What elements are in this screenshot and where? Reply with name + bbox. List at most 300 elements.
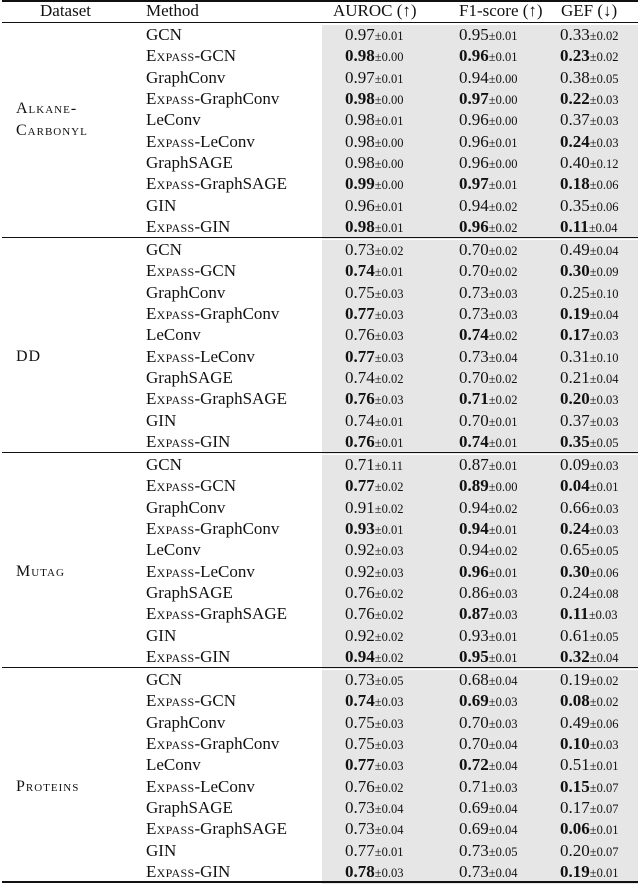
auroc-std: ±0.01	[374, 844, 404, 859]
method-name: GIN	[146, 625, 177, 645]
method-cell	[146, 603, 287, 624]
f1-std: ±0.04	[488, 866, 518, 881]
auroc-cell	[345, 840, 404, 863]
header-method: Method	[146, 1, 199, 20]
method-cell	[146, 861, 230, 882]
f1-std: ±0.02	[488, 544, 518, 559]
auroc-mean: 0.98	[345, 89, 375, 109]
f1-mean: 0.97	[459, 174, 489, 194]
method-prefix: Expass	[146, 131, 195, 151]
method-cell	[146, 539, 201, 560]
gef-mean: 0.65	[560, 540, 590, 560]
auroc-mean: 0.77	[345, 346, 375, 366]
f1-cell	[459, 669, 518, 692]
gef-mean: 0.38	[560, 67, 590, 87]
auroc-mean: 0.77	[345, 755, 375, 775]
auroc-cell	[345, 625, 404, 648]
gef-cell	[560, 388, 619, 411]
auroc-cell	[345, 539, 404, 562]
auroc-std: ±0.03	[374, 350, 404, 365]
gef-std: ±0.10	[589, 350, 619, 365]
auroc-mean: 0.91	[345, 497, 375, 517]
table-row	[0, 152, 640, 173]
method-prefix: Expass	[146, 389, 195, 409]
table-row	[0, 733, 640, 754]
gef-mean: 0.19	[560, 670, 590, 689]
gef-cell	[560, 109, 619, 132]
auroc-mean: 0.92	[345, 625, 375, 645]
auroc-std: ±0.05	[374, 674, 404, 688]
table-row	[0, 475, 640, 496]
f1-cell	[459, 776, 518, 799]
gef-cell	[560, 260, 619, 283]
f1-cell	[459, 131, 518, 154]
auroc-std: ±0.02	[374, 629, 404, 644]
gef-cell	[560, 475, 619, 498]
method-cell	[146, 88, 279, 109]
auroc-cell	[345, 712, 404, 735]
gef-mean: 0.61	[560, 625, 590, 645]
f1-mean: 0.70	[459, 734, 489, 754]
gef-std: ±0.03	[589, 738, 619, 753]
auroc-mean: 0.76	[345, 432, 375, 452]
f1-mean: 0.94	[459, 195, 489, 215]
method-cell	[146, 303, 279, 324]
f1-mean: 0.96	[459, 110, 489, 130]
gef-cell	[560, 754, 619, 777]
f1-std: ±0.01	[488, 178, 518, 193]
auroc-cell	[345, 260, 404, 283]
method-name: -LeConv	[194, 561, 255, 581]
f1-mean: 0.72	[459, 755, 489, 775]
auroc-mean: 0.98	[345, 131, 375, 151]
gef-cell	[560, 539, 619, 562]
auroc-cell	[345, 324, 404, 347]
f1-cell	[459, 754, 518, 777]
gef-cell	[560, 45, 619, 68]
auroc-std: ±0.01	[374, 221, 404, 236]
auroc-std: ±0.02	[374, 244, 404, 258]
f1-mean: 0.87	[459, 455, 489, 474]
f1-mean: 0.69	[459, 798, 489, 818]
auroc-mean: 0.76	[345, 583, 375, 603]
f1-cell	[459, 324, 518, 347]
auroc-std: ±0.00	[374, 93, 404, 108]
table-row	[0, 346, 640, 367]
auroc-mean: 0.74	[345, 368, 375, 388]
gef-mean: 0.51	[560, 755, 590, 775]
auroc-mean: 0.97	[345, 67, 375, 87]
method-name: GraphConv	[146, 497, 226, 517]
method-prefix: Expass	[146, 261, 195, 281]
method-prefix: Expass	[146, 519, 195, 539]
method-prefix: Expass	[146, 217, 195, 237]
f1-mean: 0.96	[459, 131, 489, 151]
auroc-cell	[345, 818, 404, 841]
f1-cell	[459, 388, 518, 411]
f1-mean: 0.74	[459, 432, 489, 452]
auroc-mean: 0.75	[345, 282, 375, 302]
f1-std: ±0.01	[488, 436, 518, 451]
auroc-cell	[345, 109, 404, 132]
gef-mean: 0.33	[560, 25, 590, 44]
gef-std: ±0.06	[589, 199, 619, 214]
method-name: LeConv	[146, 325, 201, 345]
f1-cell	[459, 173, 518, 196]
auroc-mean: 0.92	[345, 561, 375, 581]
gef-std: ±0.03	[589, 93, 619, 108]
gef-mean: 0.11	[560, 604, 589, 624]
method-cell	[146, 282, 225, 303]
gef-mean: 0.30	[560, 561, 590, 581]
gef-mean: 0.19	[560, 862, 590, 882]
f1-std: ±0.00	[488, 157, 518, 172]
gef-std: ±0.04	[589, 372, 619, 387]
auroc-cell	[345, 282, 404, 305]
gef-cell	[560, 367, 619, 390]
f1-std: ±0.02	[488, 372, 518, 387]
auroc-std: ±0.02	[374, 651, 404, 666]
method-prefix: Expass	[146, 346, 195, 366]
method-cell	[146, 669, 182, 690]
f1-mean: 0.93	[459, 625, 489, 645]
gef-std: ±0.04	[589, 308, 619, 323]
f1-std: ±0.03	[488, 308, 518, 323]
gef-std: ±0.02	[589, 29, 619, 43]
gef-mean: 0.32	[560, 647, 590, 667]
gef-std: ±0.01	[589, 480, 619, 495]
auroc-mean: 0.94	[345, 647, 375, 667]
method-cell	[146, 582, 233, 603]
method-prefix: Expass	[146, 304, 195, 324]
method-name: -GraphConv	[194, 89, 280, 109]
auroc-std: ±0.03	[374, 565, 404, 580]
auroc-cell	[345, 733, 404, 756]
gef-mean: 0.31	[560, 346, 590, 366]
auroc-std: ±0.03	[374, 308, 404, 323]
f1-std: ±0.02	[488, 393, 518, 408]
method-cell	[146, 152, 233, 173]
auroc-cell	[345, 797, 404, 820]
table-row	[0, 561, 640, 582]
gef-std: ±0.09	[589, 265, 619, 280]
group-separator	[2, 667, 638, 668]
auroc-std: ±0.01	[374, 29, 404, 43]
gef-cell	[560, 431, 619, 454]
method-cell	[146, 24, 182, 45]
gef-mean: 0.35	[560, 432, 590, 452]
f1-std: ±0.04	[488, 674, 518, 688]
f1-mean: 0.97	[459, 89, 489, 109]
method-prefix: Expass	[146, 46, 195, 66]
gef-std: ±0.03	[589, 114, 619, 129]
gef-cell	[560, 88, 619, 111]
f1-cell	[459, 216, 518, 239]
gef-cell	[560, 797, 619, 820]
bottom-rule	[2, 881, 638, 883]
gef-cell	[560, 324, 619, 347]
method-name: LeConv	[146, 110, 201, 130]
f1-mean: 0.94	[459, 540, 489, 560]
gef-std: ±0.02	[589, 695, 619, 710]
method-cell	[146, 625, 176, 646]
f1-cell	[459, 195, 518, 218]
gef-cell	[560, 646, 619, 669]
gef-mean: 0.15	[560, 776, 590, 796]
method-prefix: Expass	[146, 647, 195, 667]
gef-cell	[560, 216, 618, 239]
gef-mean: 0.49	[560, 240, 590, 259]
gef-mean: 0.20	[560, 389, 590, 409]
gef-std: ±0.03	[589, 459, 619, 473]
f1-std: ±0.01	[488, 565, 518, 580]
f1-cell	[459, 561, 518, 584]
gef-cell	[560, 733, 619, 756]
table-row	[0, 690, 640, 711]
f1-mean: 0.70	[459, 261, 489, 281]
f1-mean: 0.73	[459, 346, 489, 366]
auroc-std: ±0.02	[374, 608, 404, 623]
method-name: GraphConv	[146, 712, 226, 732]
f1-mean: 0.74	[459, 325, 489, 345]
f1-std: ±0.02	[488, 329, 518, 344]
method-cell	[146, 475, 236, 496]
f1-cell	[459, 733, 518, 756]
auroc-mean: 0.73	[345, 670, 375, 689]
gef-cell	[560, 818, 619, 841]
f1-mean: 0.87	[459, 604, 489, 624]
auroc-mean: 0.97	[345, 25, 375, 44]
f1-mean: 0.94	[459, 67, 489, 87]
f1-std: ±0.04	[488, 759, 518, 774]
method-prefix: Expass	[146, 432, 195, 452]
method-cell	[146, 840, 176, 861]
f1-mean: 0.73	[459, 840, 489, 860]
auroc-mean: 0.73	[345, 819, 375, 839]
auroc-std: ±0.02	[374, 587, 404, 602]
f1-std: ±0.02	[488, 199, 518, 214]
f1-std: ±0.02	[488, 265, 518, 280]
method-name: -GraphConv	[194, 304, 280, 324]
f1-std: ±0.00	[488, 71, 518, 86]
method-name: GraphConv	[146, 67, 226, 87]
gef-cell	[560, 282, 619, 305]
f1-cell	[459, 518, 518, 541]
gef-mean: 0.18	[560, 174, 590, 194]
method-name: GIN	[146, 840, 177, 860]
f1-cell	[459, 625, 518, 648]
method-name: -GCN	[194, 46, 236, 66]
f1-std: ±0.01	[488, 29, 518, 43]
method-name: GIN	[146, 410, 177, 430]
method-name: GCN	[146, 240, 182, 259]
auroc-std: ±0.03	[374, 695, 404, 710]
header-dataset: Dataset	[40, 1, 91, 20]
f1-std: ±0.03	[488, 780, 518, 795]
f1-cell	[459, 840, 518, 863]
auroc-cell	[345, 776, 404, 799]
method-name: GraphSAGE	[146, 368, 233, 388]
auroc-std: ±0.01	[374, 436, 404, 451]
auroc-std: ±0.00	[374, 157, 404, 172]
method-cell	[146, 410, 176, 431]
auroc-std: ±0.01	[374, 265, 404, 280]
gef-std: ±0.07	[589, 802, 619, 817]
auroc-std: ±0.01	[374, 71, 404, 86]
f1-std: ±0.01	[488, 523, 518, 538]
f1-std: ±0.02	[488, 501, 518, 516]
method-cell	[146, 690, 236, 711]
auroc-cell	[345, 561, 404, 584]
auroc-cell	[345, 303, 404, 326]
method-prefix: Expass	[146, 604, 195, 624]
f1-std: ±0.01	[488, 459, 518, 473]
table-row	[0, 88, 640, 109]
f1-mean: 0.70	[459, 240, 489, 259]
auroc-mean: 0.76	[345, 389, 375, 409]
method-name: LeConv	[146, 755, 201, 775]
gef-std: ±0.06	[589, 178, 619, 193]
method-name: -GraphConv	[194, 519, 280, 539]
f1-cell	[459, 24, 518, 47]
f1-std: ±0.02	[488, 221, 518, 236]
method-cell	[146, 216, 230, 237]
gef-mean: 0.23	[560, 46, 590, 66]
f1-cell	[459, 367, 518, 390]
group-separator	[2, 452, 638, 453]
table-row	[0, 818, 640, 839]
table-row	[0, 776, 640, 797]
f1-mean: 0.96	[459, 561, 489, 581]
f1-std: ±0.04	[488, 738, 518, 753]
method-name: LeConv	[146, 540, 201, 560]
f1-cell	[459, 497, 518, 520]
f1-cell	[459, 539, 518, 562]
auroc-mean: 0.76	[345, 776, 375, 796]
table-row	[0, 861, 640, 882]
f1-mean: 0.73	[459, 282, 489, 302]
auroc-std: ±0.01	[374, 414, 404, 429]
method-cell	[146, 173, 287, 194]
method-name: -GraphConv	[194, 734, 280, 754]
table-row	[0, 282, 640, 303]
gef-cell	[560, 561, 619, 584]
auroc-std: ±0.02	[374, 372, 404, 387]
gef-mean: 0.24	[560, 519, 590, 539]
f1-std: ±0.03	[488, 587, 518, 602]
f1-mean: 0.71	[459, 389, 489, 409]
gef-cell	[560, 346, 619, 369]
method-cell	[146, 109, 201, 130]
f1-std: ±0.00	[488, 114, 518, 129]
dataset-label-line: DD	[16, 348, 42, 365]
gef-cell	[560, 195, 619, 218]
auroc-cell	[345, 454, 403, 477]
auroc-std: ±0.03	[374, 738, 404, 753]
gef-std: ±0.05	[589, 71, 619, 86]
method-name: -LeConv	[194, 776, 255, 796]
gef-std: ±0.03	[589, 393, 619, 408]
gef-mean: 0.30	[560, 261, 590, 281]
f1-std: ±0.04	[488, 823, 518, 838]
auroc-std: ±0.00	[374, 50, 404, 65]
gef-std: ±0.10	[589, 286, 619, 301]
gef-mean: 0.04	[560, 476, 590, 496]
table-row	[0, 431, 640, 452]
f1-mean: 0.69	[459, 819, 489, 839]
gef-std: ±0.04	[588, 221, 618, 236]
method-cell	[146, 45, 236, 66]
auroc-mean: 0.96	[345, 195, 375, 215]
method-name: GraphSAGE	[146, 153, 233, 173]
gef-mean: 0.40	[560, 153, 590, 173]
auroc-mean: 0.71	[345, 455, 375, 474]
table-row	[0, 67, 640, 88]
method-name: GraphConv	[146, 282, 226, 302]
f1-std: ±0.05	[488, 844, 518, 859]
f1-mean: 0.89	[459, 476, 489, 496]
auroc-cell	[345, 754, 404, 777]
f1-std: ±0.02	[488, 244, 518, 258]
group-separator	[2, 237, 638, 238]
method-name: GraphSAGE	[146, 798, 233, 818]
gef-std: ±0.06	[589, 565, 619, 580]
method-name: -GraphSAGE	[194, 389, 287, 409]
table-row	[0, 410, 640, 431]
auroc-std: ±0.03	[374, 329, 404, 344]
method-cell	[146, 346, 255, 367]
auroc-std: ±0.03	[374, 286, 404, 301]
dataset-label-line: Mutag	[16, 563, 65, 580]
auroc-cell	[345, 690, 404, 713]
f1-mean: 0.94	[459, 519, 489, 539]
method-name: GCN	[146, 455, 182, 474]
table-row	[0, 797, 640, 818]
method-name: -LeConv	[194, 131, 255, 151]
auroc-mean: 0.78	[345, 862, 375, 882]
auroc-mean: 0.98	[345, 46, 375, 66]
gef-mean: 0.35	[560, 195, 590, 215]
method-prefix: Expass	[146, 819, 195, 839]
auroc-mean: 0.74	[345, 410, 375, 430]
table-row	[0, 303, 640, 324]
auroc-mean: 0.75	[345, 734, 375, 754]
f1-cell	[459, 712, 518, 735]
gef-cell	[560, 603, 618, 626]
f1-cell	[459, 475, 518, 498]
auroc-mean: 0.98	[345, 110, 375, 130]
auroc-cell	[345, 603, 404, 626]
f1-cell	[459, 152, 518, 175]
gef-cell	[560, 454, 619, 477]
gef-cell	[560, 625, 619, 648]
auroc-mean: 0.99	[345, 174, 375, 194]
f1-mean: 0.71	[459, 776, 489, 796]
gef-mean: 0.17	[560, 325, 590, 345]
gef-std: ±0.04	[589, 651, 619, 666]
method-prefix: Expass	[146, 691, 195, 711]
dataset-label-line: Alkane-	[16, 100, 78, 117]
method-cell	[146, 324, 201, 345]
gef-mean: 0.08	[560, 691, 590, 711]
table-row	[0, 625, 640, 646]
method-prefix: Expass	[146, 561, 195, 581]
f1-mean: 0.73	[459, 304, 489, 324]
gef-mean: 0.22	[560, 89, 590, 109]
method-cell	[146, 454, 182, 475]
gef-cell	[560, 410, 619, 433]
method-cell	[146, 712, 225, 733]
